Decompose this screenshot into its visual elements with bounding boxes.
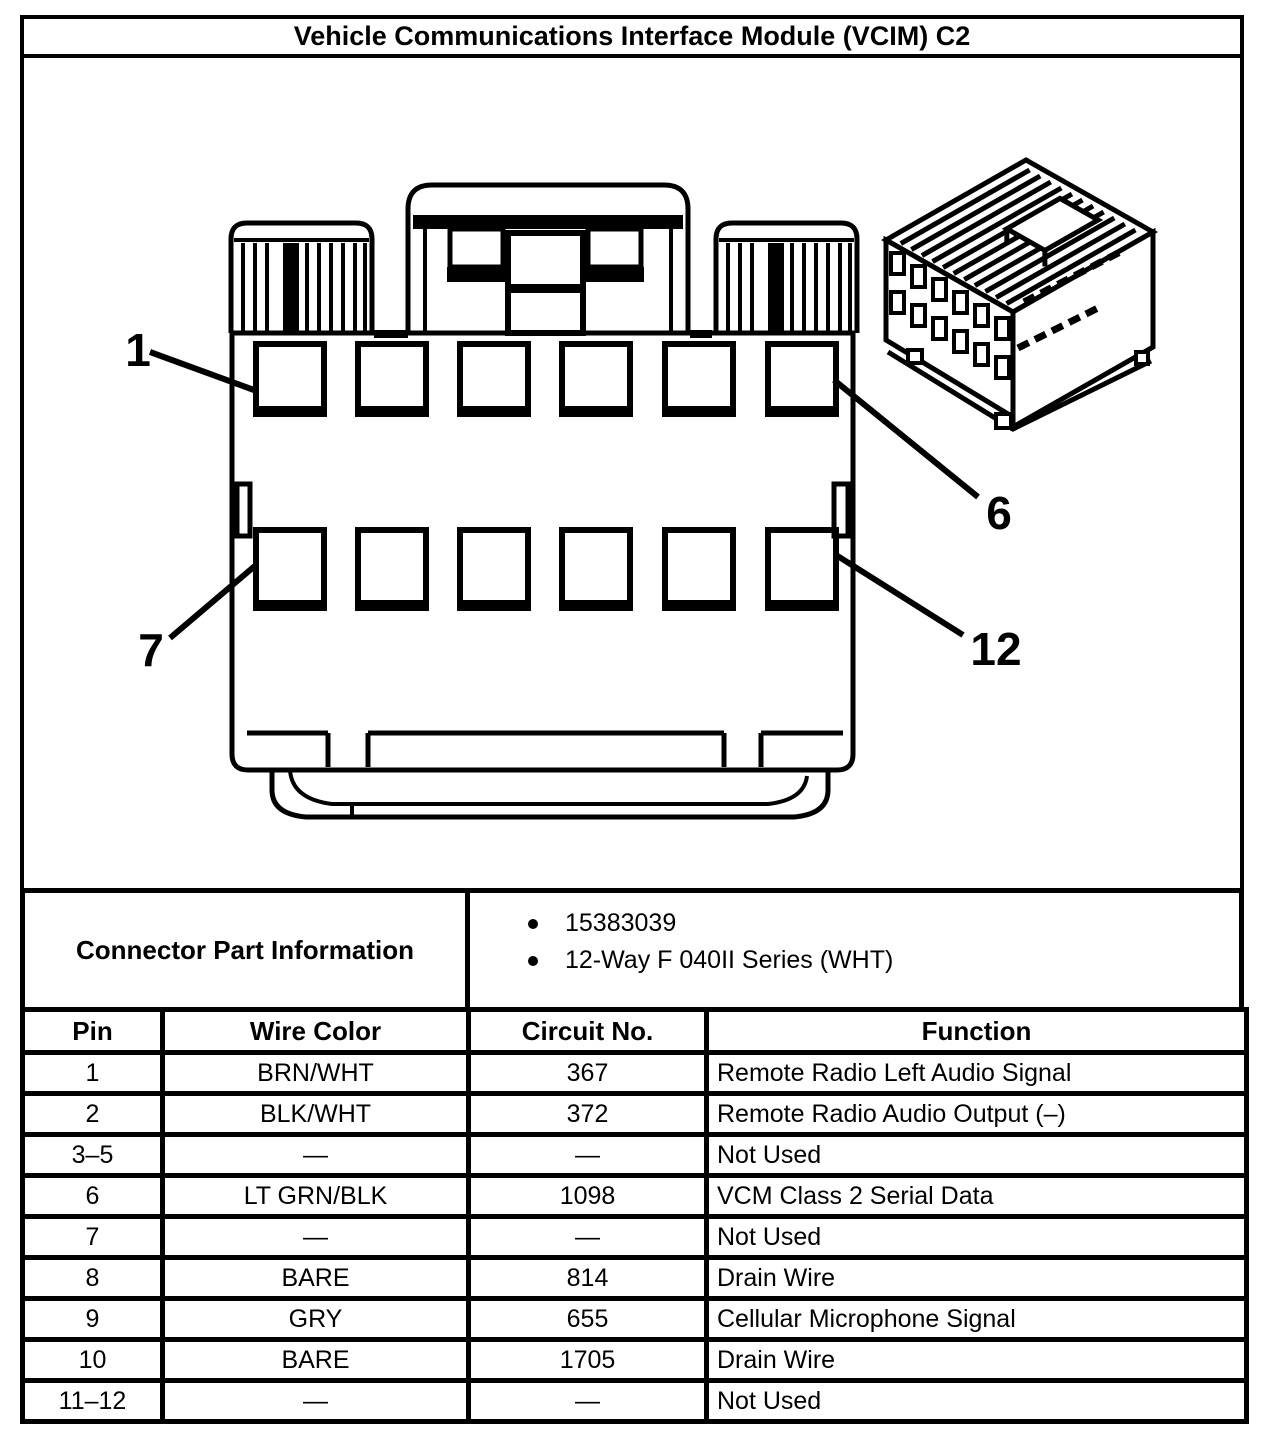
iso-terminal-hole [996, 318, 1009, 339]
table-row [23, 1381, 1247, 1422]
pin-cavity [768, 530, 836, 608]
pin6-leader-line [834, 380, 978, 497]
pin-cavity-base [559, 600, 633, 609]
pin7-label: 7 [138, 624, 164, 676]
pin-cavity [256, 344, 324, 414]
pin-cavity [665, 344, 733, 414]
bottom-lip-inner [290, 770, 807, 804]
bullet-icon [528, 956, 538, 966]
latch-cavity-center-lower [508, 290, 583, 333]
wire-color-cell: — [163, 1217, 469, 1258]
pin-cavity [358, 344, 426, 414]
latch-cavity-right-base [585, 267, 644, 282]
series-line [528, 942, 1239, 979]
table-row [23, 1258, 1247, 1299]
latch-cavity-left [450, 229, 503, 267]
pin6-label: 6 [986, 487, 1012, 539]
header-pin: Pin [23, 1010, 163, 1053]
left-rib-band [283, 243, 299, 331]
pin-cavity-base [662, 600, 736, 609]
table-row [23, 1094, 1247, 1135]
function-cell: Drain Wire [707, 1258, 1247, 1299]
pin-cavities [253, 344, 839, 609]
iso-terminal-hole [933, 318, 946, 339]
wire-color-cell: — [163, 1381, 469, 1422]
pin-cell: 9 [23, 1299, 163, 1340]
iso-terminal-hole [891, 253, 904, 274]
pin12-label: 12 [970, 623, 1022, 675]
pin-cell: 3–5 [23, 1135, 163, 1176]
page-title: Vehicle Communications Interface Module (VCIM) C2 [20, 15, 1244, 58]
circuit-no-cell: — [469, 1217, 707, 1258]
iso-foot [996, 414, 1011, 428]
pin-cavity [665, 530, 733, 608]
table-row [23, 1135, 1247, 1176]
table-row [23, 1299, 1247, 1340]
pin-cavity-base [457, 406, 531, 415]
pin-cavity-base [559, 406, 633, 415]
pin-cavity [358, 530, 426, 608]
latch-cavity-left-base [447, 267, 506, 282]
iso-terminal-hole [975, 344, 988, 365]
connector-part-information-values [470, 893, 1239, 1007]
circuit-no-cell: 814 [469, 1258, 707, 1299]
function-cell: Remote Radio Left Audio Signal [707, 1053, 1247, 1094]
pin-cavity [256, 530, 324, 608]
iso-terminal-hole [954, 331, 967, 352]
pin1-label: 1 [125, 324, 151, 376]
pin-cell: 1 [23, 1053, 163, 1094]
pin-cavity-base [253, 600, 327, 609]
pin-cavity-base [457, 600, 531, 609]
iso-terminal-hole [996, 357, 1009, 378]
iso-terminal-hole [912, 305, 925, 326]
circuit-no-cell: — [469, 1381, 707, 1422]
body-step-mark-left [374, 330, 408, 338]
wire-color-cell: BRN/WHT [163, 1053, 469, 1094]
pin-cavity-base [355, 600, 429, 609]
circuit-no-cell: — [469, 1135, 707, 1176]
latch-cavity-right [588, 229, 641, 267]
bottom-lip-outer [272, 770, 828, 817]
header-function: Function [707, 1010, 1247, 1053]
pin7-leader-line [170, 565, 256, 638]
function-cell: Drain Wire [707, 1340, 1247, 1381]
iso-terminal-hole [975, 305, 988, 326]
body-step-mark-right [690, 330, 712, 338]
connector-part-information-label: Connector Part Information [25, 893, 470, 1007]
circuit-no-cell: 1705 [469, 1340, 707, 1381]
isometric-connector-illustration [886, 160, 1153, 429]
bottom-rail [247, 733, 843, 767]
connector-diagram [24, 58, 1240, 888]
pin-cavity-base [765, 600, 839, 609]
pin-cell: 7 [23, 1217, 163, 1258]
function-cell: Remote Radio Audio Output (–) [707, 1094, 1247, 1135]
wire-color-cell: BLK/WHT [163, 1094, 469, 1135]
iso-terminal-hole [933, 279, 946, 300]
pin-cell: 11–12 [23, 1381, 163, 1422]
iso-foot [908, 350, 922, 363]
connector-diagram-panel [20, 54, 1244, 892]
pin-cell: 6 [23, 1176, 163, 1217]
connector-part-information-section [20, 888, 1244, 1012]
wire-color-cell: GRY [163, 1299, 469, 1340]
circuit-no-cell: 372 [469, 1094, 707, 1135]
function-cell: Not Used [707, 1381, 1247, 1422]
part-number-line [528, 905, 1239, 942]
pin-cavity [768, 344, 836, 414]
circuit-no-cell: 655 [469, 1299, 707, 1340]
function-cell: Cellular Microphone Signal [707, 1299, 1247, 1340]
pin-cavity-base [355, 406, 429, 415]
pin-cell: 10 [23, 1340, 163, 1381]
wire-color-cell: LT GRN/BLK [163, 1176, 469, 1217]
function-cell: VCM Class 2 Serial Data [707, 1176, 1247, 1217]
pin-cavity-base [253, 406, 327, 415]
circuit-no-cell: 367 [469, 1053, 707, 1094]
header-wire-color: Wire Color [163, 1010, 469, 1053]
left-side-tab [237, 484, 250, 536]
table-row [23, 1340, 1247, 1381]
header-circuit-no: Circuit No. [469, 1010, 707, 1053]
table-row [23, 1053, 1247, 1094]
pin-cavity [460, 344, 528, 414]
iso-terminal-hole [891, 292, 904, 313]
pin-cavity [562, 344, 630, 414]
iso-terminal-hole [954, 292, 967, 313]
table-header-row [23, 1010, 1247, 1053]
series-description: 12-Way F 040II Series (WHT) [565, 946, 894, 974]
pin-cavity [562, 530, 630, 608]
circuit-no-cell: 1098 [469, 1176, 707, 1217]
part-number: 15383039 [565, 909, 677, 937]
wire-color-cell: BARE [163, 1258, 469, 1299]
function-cell: Not Used [707, 1217, 1247, 1258]
iso-foot [1136, 352, 1148, 364]
latch-cavity-center-upper [508, 233, 583, 287]
right-side-tab [834, 484, 848, 536]
table-row [23, 1217, 1247, 1258]
function-cell: Not Used [707, 1135, 1247, 1176]
right-rib-band [768, 243, 784, 331]
pin-cavity [460, 530, 528, 608]
pin-cavity-base [662, 406, 736, 415]
bullet-icon [528, 919, 538, 929]
pin-cavity-base [765, 406, 839, 415]
pin1-leader-line [150, 352, 254, 390]
pin-cell: 2 [23, 1094, 163, 1135]
wire-color-cell: — [163, 1135, 469, 1176]
iso-terminal-hole [912, 266, 925, 287]
wire-color-cell: BARE [163, 1340, 469, 1381]
pin-cell: 8 [23, 1258, 163, 1299]
table-row [23, 1176, 1247, 1217]
pinout-table [20, 1007, 1249, 1424]
